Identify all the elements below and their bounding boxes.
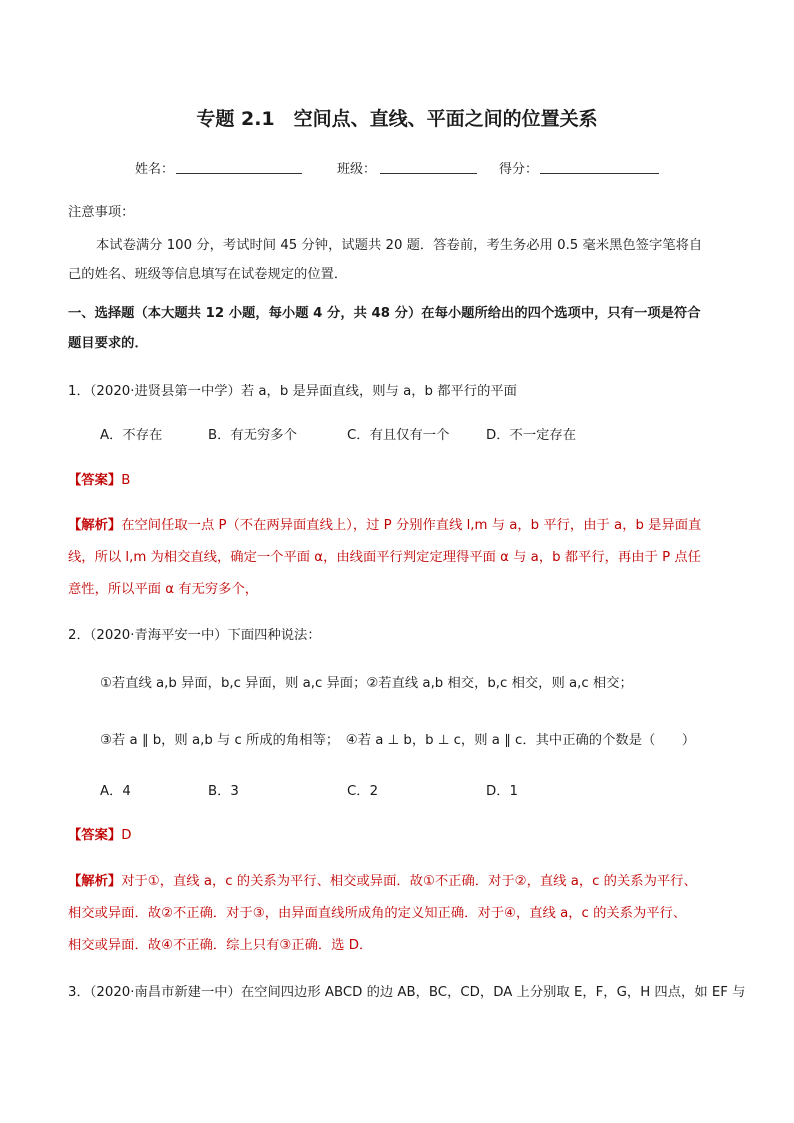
notes-line-1: 本试卷满分 100 分，考试时间 45 分钟，试题共 20 题．答卷前，考生务必用 0.5 毫米黑色签字笔将自 — [96, 238, 703, 253]
page-title: 专题 2.1 空间点、直线、平面之间的位置关系 — [196, 108, 598, 130]
q2-stem: 2．（2020·青海平安一中）下面四种说法： — [68, 628, 321, 643]
q1-stem: 1．（2020·进贤县第一中学）若 a，b 是异面直线，则与 a，b 都平行的平面 — [68, 384, 517, 399]
score-label: 得分： — [499, 162, 539, 177]
q2-analysis-text-1: 对于①，直线 a，c 的关系为平行、相交或异面．故①不正确．对于②，直线 a，c 的关系为平行、 — [121, 874, 697, 889]
notes-heading: 注意事项： — [68, 205, 135, 220]
name-blank — [176, 173, 302, 174]
q1-option-c: C．有且仅有一个 — [347, 428, 450, 443]
q2-analysis-line-2: 相交或异面．故②不正确．对于③，由异面直线所成角的定义知正确．对于④，直线 a，c 的关系为平行、 — [68, 906, 687, 921]
q1-option-b: B．有无穷多个 — [208, 428, 297, 443]
q2-analysis-line-1 — [68, 872, 697, 892]
q2-option-b: B．3 — [208, 784, 239, 799]
q2-option-c: C．2 — [347, 784, 379, 799]
class-label: 班级： — [337, 162, 377, 177]
q3-stem: 3．（2020·南昌市新建一中）在空间四边形 ABCD 的边 AB，BC，CD，DA 上分别取 E，F，G，H 四点，如 EF 与 — [68, 985, 746, 1000]
q2-analysis-tag: 【解析】 — [68, 874, 122, 889]
q2-option-a: A．4 — [100, 784, 131, 799]
q2-answer-tag: 【答案】 — [68, 828, 122, 843]
name-label: 姓名： — [135, 162, 175, 177]
q1-analysis-tag: 【解析】 — [68, 518, 122, 533]
q1-answer-tag: 【答案】 — [68, 473, 122, 488]
class-blank — [380, 173, 477, 174]
q1-answer — [68, 471, 130, 491]
q2-answer — [68, 826, 131, 846]
section-heading-line-1: 一、选择题（本大题共 12 小题，每小题 4 分，共 48 分）在每小题所给出的四个选项中，只有一项是符合 — [68, 306, 701, 321]
q2-statement-line-1: ①若直线 a,b 异面，b,c 异面，则 a,c 异面；②若直线 a,b 相交，b,c 相交，则 a,c 相交； — [100, 676, 633, 691]
q1-analysis-line-1 — [68, 516, 701, 536]
q1-answer-value: B — [121, 473, 131, 488]
notes-line-2: 己的姓名、班级等信息填写在试卷规定的位置． — [68, 267, 348, 282]
section-heading-line-2: 题目要求的． — [68, 336, 148, 351]
q1-option-d: D．不一定存在 — [486, 428, 577, 443]
q2-statement-line-2: ③若 a ∥ b，则 a,b 与 c 所成的角相等； ④若 a ⊥ b，b ⊥ c，则 a ∥ c．其中正确的个数是（ ） — [100, 733, 696, 748]
q2-option-d: D．1 — [486, 784, 518, 799]
q2-answer-value: D — [121, 828, 132, 843]
q1-analysis-line-2: 线，所以 l,m 为相交直线，确定一个平面 α，由线面平行判定定理得平面 α 与 a，b 都平行，再由于 P 点任 — [68, 550, 701, 565]
q1-analysis-text-1: 在空间任取一点 P（不在两异面直线上），过 P 分别作直线 l,m 与 a，b 平行，由于 a，b 是异面直 — [121, 518, 702, 533]
q1-analysis-line-3: 意性，所以平面 α 有无穷多个， — [68, 582, 259, 597]
q2-analysis-line-3: 相交或异面．故④不正确．综上只有③正确．选 D． — [68, 938, 373, 953]
score-blank — [540, 173, 659, 174]
q1-option-a: A．不存在 — [100, 428, 163, 443]
